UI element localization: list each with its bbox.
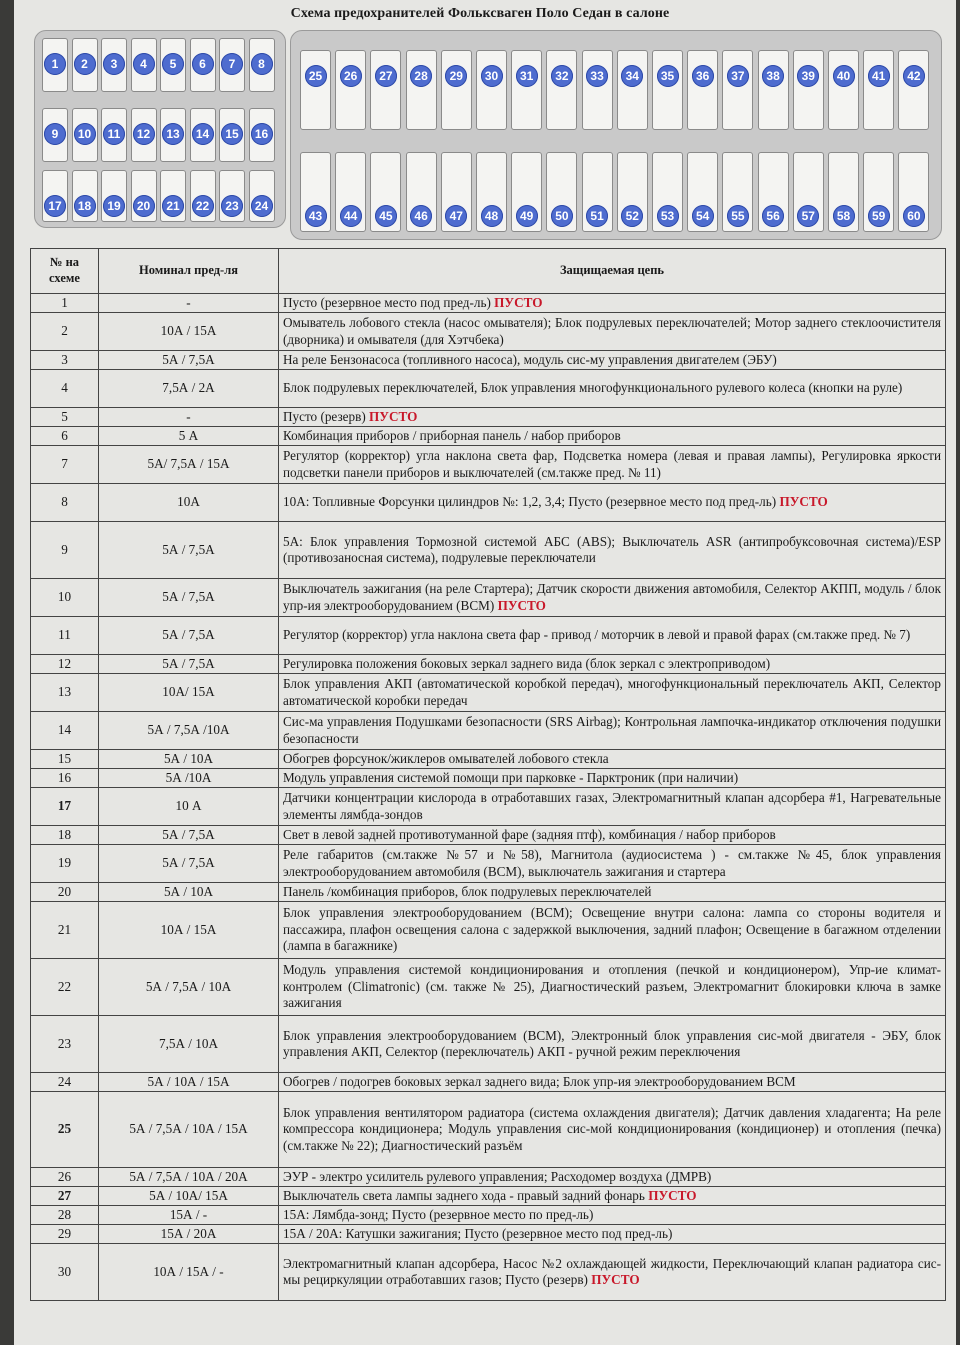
fuse-circuit-cell [279, 959, 946, 1016]
fuse-slot [722, 50, 753, 130]
fuse-number: 24 [251, 195, 273, 217]
fuse-circuit-cell [279, 1168, 946, 1187]
header-circuit: Защищаемая цепь [279, 249, 946, 294]
circuit-description: Датчики концентрации кислорода в отработавших газах, Электромагнитный клапан адсорбера #1, Нагревательные элементы лямбда-зондов [283, 790, 941, 822]
fuse-slot [898, 152, 929, 232]
fuse-circuit-cell [279, 655, 946, 674]
table-row [31, 427, 946, 446]
fuse-slot [335, 50, 366, 130]
fuse-slot [249, 170, 275, 222]
fuse-slot [652, 50, 683, 130]
table-row [31, 1225, 946, 1244]
table-row [31, 883, 946, 902]
fuse-number: 27 [375, 65, 397, 87]
fuse-number: 28 [410, 65, 432, 87]
fuse-rating-cell: 10А / 15А / - [99, 1244, 279, 1301]
page-title: Схема предохранителей Фольксваген Поло Седан в салоне [290, 6, 670, 21]
fuse-number-cell: 1 [31, 294, 99, 313]
circuit-description: Регулировка положения боковых зеркал заднего вида (блок зеркал с электроприводом) [283, 655, 771, 671]
fuse-rating-cell: 5А /10А [99, 769, 279, 788]
fuse-rating-cell: 5А / 7,5А [99, 522, 279, 579]
fuse-slot [160, 38, 186, 92]
circuit-description: На реле Бензонасоса (топливного насоса), модуль сис-му управления двигателем (ЭБУ) [283, 351, 777, 367]
fuse-circuit-cell [279, 674, 946, 712]
fuse-rating-cell: 15А / - [99, 1206, 279, 1225]
fuse-slot [476, 50, 507, 130]
fuse-number: 5 [162, 53, 184, 75]
table-row [31, 1092, 946, 1168]
fuse-number: 6 [192, 53, 214, 75]
fuse-slot [828, 50, 859, 130]
fuse-number: 47 [445, 205, 467, 227]
fuse-slot [219, 108, 245, 162]
fuse-slot [546, 50, 577, 130]
fuse-slot [101, 38, 127, 92]
fuse-number-cell: 25 [31, 1092, 99, 1168]
fuse-slot [190, 170, 216, 222]
fuse-slot [758, 50, 789, 130]
fuse-number: 50 [551, 205, 573, 227]
fuse-slot [863, 50, 894, 130]
fuse-number-cell: 19 [31, 845, 99, 883]
circuit-description: Омыватель лобового стекла (насос омывателя); Блок подрулевых переключателей; Мотор заднего стеклоочистителя (дворника) и омывателя (для Хэтчбека) [283, 315, 941, 347]
circuit-description: Блок управления электрооборудованием (BCM); Освещение внутри салона: лампа со стороны водителя и пассажира, плафон освещения салона с задержкой выключения, задний плафон; Освещение в багажном отделении (лампа в багажнике) [283, 905, 941, 954]
table-row [31, 370, 946, 408]
circuit-description: Панель /комбинация приборов, блок подрулевых переключателей [283, 883, 652, 899]
fuse-number-cell: 28 [31, 1206, 99, 1225]
fuse-number-cell: 26 [31, 1168, 99, 1187]
fuse-slot [42, 170, 68, 222]
fuse-number: 26 [340, 65, 362, 87]
fuse-number: 17 [44, 195, 66, 217]
circuit-description: 15А: Лямбда-зонд; Пусто (резервное место по пред-ль) [283, 1206, 594, 1222]
table-row [31, 294, 946, 313]
fuse-number: 23 [221, 195, 243, 217]
fuse-circuit-cell [279, 1016, 946, 1073]
fuse-circuit-cell [279, 883, 946, 902]
fuse-rating-cell: 5А / 10А/ 15А [99, 1187, 279, 1206]
fuse-number: 40 [833, 65, 855, 87]
fuse-slot [687, 152, 718, 232]
fuse-slot [249, 38, 275, 92]
circuit-description: Блок управления АКП (автоматической коробкой передач), многофункциональный переключатель АКП, Селектор автоматической коробки передач [283, 676, 941, 708]
fuse-circuit-cell [279, 351, 946, 370]
table-row [31, 902, 946, 959]
fuse-rating-cell: 5 А [99, 427, 279, 446]
fuse-slot [249, 108, 275, 162]
fuse-number-cell: 17 [31, 788, 99, 826]
circuit-description: Блок управления электрооборудованием (BCM), Электронный блок управления сис-мой двигателя - ЭБУ, блок управления АКП, Селектор (переключатель) АКП - ручной режим переключения [283, 1027, 941, 1059]
fuse-rating-cell: 10А/ 15А [99, 674, 279, 712]
fuse-table [30, 248, 946, 1301]
fuse-rating-cell: 5А/ 7,5А / 15А [99, 446, 279, 484]
table-row [31, 1073, 946, 1092]
fuse-slot [582, 152, 613, 232]
empty-label: ПУСТО [369, 408, 418, 424]
fuse-slot [863, 152, 894, 232]
fuse-number-cell: 7 [31, 446, 99, 484]
fuse-circuit-cell [279, 1244, 946, 1301]
fuse-number-cell: 30 [31, 1244, 99, 1301]
fuse-slot [42, 38, 68, 92]
table-row [31, 845, 946, 883]
fuse-slot [300, 50, 331, 130]
fuse-number: 43 [305, 205, 327, 227]
circuit-description: Сис-ма управления Подушками безопасности (SRS Airbag); Контрольная лампочка-индикатор отключения подушки безопасности [283, 714, 941, 746]
fuse-rating-cell: 10 А [99, 788, 279, 826]
table-row [31, 1187, 946, 1206]
table-row [31, 750, 946, 769]
fuse-number-cell: 15 [31, 750, 99, 769]
fuse-slot [72, 108, 98, 162]
fuse-slot [898, 50, 929, 130]
circuit-description: ЭУР - электро усилитель рулевого управления; Расходомер воздуха (ДМРВ) [283, 1168, 712, 1184]
fuse-slot [72, 38, 98, 92]
fuse-number: 15 [221, 123, 243, 145]
fuse-slot [101, 108, 127, 162]
empty-label: ПУСТО [494, 294, 543, 310]
fuse-number: 20 [133, 195, 155, 217]
fuse-number-cell: 9 [31, 522, 99, 579]
fuse-number-cell: 18 [31, 826, 99, 845]
fuse-circuit-cell [279, 826, 946, 845]
fuse-number: 49 [516, 205, 538, 227]
table-row [31, 1016, 946, 1073]
fuse-number: 7 [221, 53, 243, 75]
fuse-circuit-cell [279, 1206, 946, 1225]
fuse-slot [160, 170, 186, 222]
fuse-number-cell: 12 [31, 655, 99, 674]
fuse-circuit-cell [279, 313, 946, 351]
fuse-number: 58 [833, 205, 855, 227]
circuit-description: Регулятор (корректор) угла наклона света фар, Подсветка номера (левая и правая лампы), Регулировка яркости подсветки панели приборов и выключателей (см.также пред. № 11) [283, 448, 941, 480]
fuse-slot [406, 50, 437, 130]
table-row [31, 959, 946, 1016]
circuit-description: Пусто (резервное место под пред-ль) [283, 294, 495, 310]
fuse-slot [131, 108, 157, 162]
fuse-rating-cell: 7,5А / 2А [99, 370, 279, 408]
table-row [31, 579, 946, 617]
fuse-number: 38 [762, 65, 784, 87]
circuit-description: Выключатель зажигания (на реле Стартера); Датчик скорости движения автомобиля, Селектор АКПП, модуль / блок упр-ия электрооборудованием (BCM) [283, 581, 941, 613]
fuse-number: 59 [868, 205, 890, 227]
fuse-slot [687, 50, 718, 130]
fuse-number-cell: 29 [31, 1225, 99, 1244]
fuse-slot [793, 50, 824, 130]
fuse-number: 45 [375, 205, 397, 227]
header-number: № на схеме [31, 249, 99, 294]
fuse-slot [101, 170, 127, 222]
fuse-number: 8 [251, 53, 273, 75]
circuit-description: Блок управления вентилятором радиатора (система охлаждения двигателя); Датчик давления хладагента; На реле компрессора кондиционера; Модуль управления сис-мой кондиционирования (кондиционер) и отопления (печка) (см.также № 22); Диагностический разъём [283, 1104, 941, 1153]
table-row [31, 446, 946, 484]
fuse-number-cell: 4 [31, 370, 99, 408]
fuse-slot [335, 152, 366, 232]
fuse-number-cell: 6 [31, 427, 99, 446]
fuse-rating-cell: - [99, 294, 279, 313]
table-row [31, 769, 946, 788]
fuse-number-cell: 3 [31, 351, 99, 370]
fuse-number: 32 [551, 65, 573, 87]
fuse-number-cell: 11 [31, 617, 99, 655]
fuse-rating-cell: 5А / 10А [99, 883, 279, 902]
fuse-number: 42 [903, 65, 925, 87]
circuit-description: Электромагнитный клапан адсорбера, Насос №2 охлаждающей жидкости, Переключающий клапан радиатора сис-мы рециркуляции отработавших газов; Пусто (резерв) [283, 1255, 941, 1287]
fuse-number: 13 [162, 123, 184, 145]
fuse-rating-cell: 5А / 10А [99, 750, 279, 769]
fuse-slot [652, 152, 683, 232]
table-row [31, 1244, 946, 1301]
table-row [31, 484, 946, 522]
fuse-slot [441, 152, 472, 232]
table-row [31, 522, 946, 579]
fuse-slot [406, 152, 437, 232]
table-row [31, 1168, 946, 1187]
fuse-number-cell: 24 [31, 1073, 99, 1092]
fuse-circuit-cell [279, 788, 946, 826]
circuit-description: 5А: Блок управления Тормозной системой АБС (ABS); Выключатель ASR (антипробуксовочная система)/ESP (противозаносная система), подрулевые переключатели [283, 533, 941, 565]
fuse-number-cell: 23 [31, 1016, 99, 1073]
fuse-number: 53 [657, 205, 679, 227]
fuse-circuit-cell [279, 1092, 946, 1168]
fuse-slot [793, 152, 824, 232]
fuse-number: 9 [44, 123, 66, 145]
fuse-rating-cell: 5А / 7,5А [99, 845, 279, 883]
fuse-number: 19 [103, 195, 125, 217]
circuit-description: Регулятор (корректор) угла наклона света фар - привод / моторчик в левой и правой фарах (см.также пред. № 7) [283, 627, 911, 643]
fuse-number-cell: 22 [31, 959, 99, 1016]
fuse-slot [546, 152, 577, 232]
circuit-description: Реле габаритов (см.также №57 и №58), Магнитола (аудиосистема ) - см.также №45, блок управления электрооборудованием автомобиля (BCM), выключатель зажигания и стартера [283, 847, 941, 879]
fuse-slot [617, 50, 648, 130]
fuse-number: 35 [657, 65, 679, 87]
fuse-number: 21 [162, 195, 184, 217]
fuse-number-cell: 5 [31, 408, 99, 427]
fuse-circuit-cell [279, 1073, 946, 1092]
fuse-slot [722, 152, 753, 232]
fuse-rating-cell: 5А / 7,5А [99, 351, 279, 370]
fuse-number-cell: 21 [31, 902, 99, 959]
fuse-slot [219, 170, 245, 222]
table-row [31, 617, 946, 655]
fuse-number: 56 [762, 205, 784, 227]
fuse-number: 29 [445, 65, 467, 87]
circuit-description: Свет в левой задней противотуманной фаре (задняя птф), комбинация / набор приборов [283, 826, 776, 842]
circuit-description: Обогрев / подогрев боковых зеркал заднего вида; Блок упр-ия электрооборудованием BCM [283, 1073, 796, 1089]
fuse-rating-cell: 5А / 7,5А [99, 655, 279, 674]
fuse-circuit-cell [279, 370, 946, 408]
fuse-number-cell: 8 [31, 484, 99, 522]
fuse-rating-cell: 5А / 7,5А / 10А / 15А [99, 1092, 279, 1168]
circuit-description: Пусто (резерв) [283, 408, 370, 424]
fuse-number: 41 [868, 65, 890, 87]
fuse-number: 51 [586, 205, 608, 227]
fuse-number: 2 [74, 53, 96, 75]
fuse-circuit-cell [279, 408, 946, 427]
fuse-number: 30 [481, 65, 503, 87]
fuse-slot [582, 50, 613, 130]
table-row [31, 655, 946, 674]
fuse-number: 39 [797, 65, 819, 87]
circuit-description: 10А: Топливные Форсунки цилиндров №: 1,2, 3,4; Пусто (резервное место под пред-ль) [283, 494, 780, 510]
fuse-slot [617, 152, 648, 232]
fuse-number: 25 [305, 65, 327, 87]
fuse-number: 4 [133, 53, 155, 75]
fuse-rating-cell: 7,5А / 10А [99, 1016, 279, 1073]
circuit-description: Модуль управления системой помощи при парковке - Парктроник (при наличии) [283, 769, 739, 785]
fuse-rating-cell: 5А / 7,5А /10А [99, 712, 279, 750]
fuse-slot [370, 50, 401, 130]
fuse-number: 33 [586, 65, 608, 87]
fuse-number: 44 [340, 205, 362, 227]
table-row [31, 313, 946, 351]
fuse-number: 16 [251, 123, 273, 145]
fuse-number-cell: 10 [31, 579, 99, 617]
fuse-number-cell: 20 [31, 883, 99, 902]
fuse-number: 31 [516, 65, 538, 87]
fuse-slot [511, 152, 542, 232]
fuse-number-cell: 13 [31, 674, 99, 712]
fuse-number: 60 [903, 205, 925, 227]
fuse-number-cell: 27 [31, 1187, 99, 1206]
fuse-slot [190, 108, 216, 162]
fuse-circuit-cell [279, 427, 946, 446]
circuit-description: Комбинация приборов / приборная панель / набор приборов [283, 427, 621, 443]
fuse-number-cell: 14 [31, 712, 99, 750]
fuse-slot [131, 38, 157, 92]
fuse-slot [42, 108, 68, 162]
fuse-circuit-cell [279, 522, 946, 579]
fuse-rating-cell: 10А / 15А [99, 313, 279, 351]
fuse-slot [758, 152, 789, 232]
fuse-number: 48 [481, 205, 503, 227]
fuse-slot [511, 50, 542, 130]
table-row [31, 408, 946, 427]
circuit-description: Обогрев форсунок/жиклеров омывателей лобового стекла [283, 750, 609, 766]
header-rating: Номинал пред-ля [99, 249, 279, 294]
empty-label: ПУСТО [648, 1187, 697, 1203]
fuse-circuit-cell [279, 1225, 946, 1244]
fuse-number: 46 [410, 205, 432, 227]
table-row [31, 826, 946, 845]
circuit-description: Выключатель света лампы заднего хода - правый задний фонарь [283, 1187, 649, 1203]
fuse-number: 12 [133, 123, 155, 145]
fuse-number: 18 [74, 195, 96, 217]
empty-label: ПУСТО [591, 1272, 640, 1287]
fuse-slot [160, 108, 186, 162]
fuse-circuit-cell [279, 446, 946, 484]
fuse-rating-cell: 10А / 15А [99, 902, 279, 959]
fuse-slot [441, 50, 472, 130]
circuit-description: Модуль управления системой кондиционирования и отопления (печкой и кондиционером), Упр-ие климат-контролем (Climatronic) (см. также № 25), Диагностический разъем, Электромагнит блокировки ключа в замке зажигания [283, 962, 941, 1011]
fuse-slot [190, 38, 216, 92]
fuse-number: 11 [103, 123, 125, 145]
fuse-number: 14 [192, 123, 214, 145]
fuse-number-cell: 16 [31, 769, 99, 788]
empty-label: ПУСТО [497, 597, 546, 613]
fuse-number: 10 [74, 123, 96, 145]
fuse-circuit-cell [279, 294, 946, 313]
table-row [31, 1206, 946, 1225]
fuse-slot [131, 170, 157, 222]
fuse-rating-cell: - [99, 408, 279, 427]
fuse-number: 34 [621, 65, 643, 87]
circuit-description: Блок подрулевых переключателей, Блок управления многофункционального рулевого колеса (кнопки на руле) [283, 380, 903, 396]
table-row [31, 351, 946, 370]
fuse-rating-cell: 5А / 7,5А / 10А / 20А [99, 1168, 279, 1187]
fuse-circuit-cell [279, 769, 946, 788]
fuse-rating-cell: 5А / 7,5А / 10А [99, 959, 279, 1016]
fuse-slot [828, 152, 859, 232]
fuse-number: 57 [797, 205, 819, 227]
fuse-rating-cell: 5А / 10А / 15А [99, 1073, 279, 1092]
fuse-circuit-cell [279, 579, 946, 617]
fuse-slot [219, 38, 245, 92]
empty-label: ПУСТО [779, 494, 828, 510]
table-row [31, 674, 946, 712]
fuse-number: 1 [44, 53, 66, 75]
circuit-description: 15А / 20А: Катушки зажигания; Пусто (резервное место под пред-ль) [283, 1225, 673, 1241]
fuse-circuit-cell [279, 712, 946, 750]
fuse-rating-cell: 15А / 20А [99, 1225, 279, 1244]
fuse-rating-cell: 10А [99, 484, 279, 522]
fuse-circuit-cell [279, 750, 946, 769]
fuse-circuit-cell [279, 902, 946, 959]
fuse-circuit-cell [279, 845, 946, 883]
fuse-circuit-cell [279, 1187, 946, 1206]
fuse-number: 55 [727, 205, 749, 227]
fuse-number: 22 [192, 195, 214, 217]
fuse-slot [476, 152, 507, 232]
table-row [31, 712, 946, 750]
fuse-rating-cell: 5А / 7,5А [99, 579, 279, 617]
table-header-row [31, 249, 946, 294]
fuse-number: 54 [692, 205, 714, 227]
fuse-number: 36 [692, 65, 714, 87]
fuse-circuit-cell [279, 484, 946, 522]
fuse-slot [370, 152, 401, 232]
fuse-number: 3 [103, 53, 125, 75]
fuse-rating-cell: 5А / 7,5А [99, 617, 279, 655]
fuse-slot [300, 152, 331, 232]
fuse-circuit-cell [279, 617, 946, 655]
fuse-rating-cell: 5А / 7,5А [99, 826, 279, 845]
fuse-number: 52 [621, 205, 643, 227]
table-row [31, 788, 946, 826]
fuse-slot [72, 170, 98, 222]
fuse-number: 37 [727, 65, 749, 87]
fuse-number-cell: 2 [31, 313, 99, 351]
